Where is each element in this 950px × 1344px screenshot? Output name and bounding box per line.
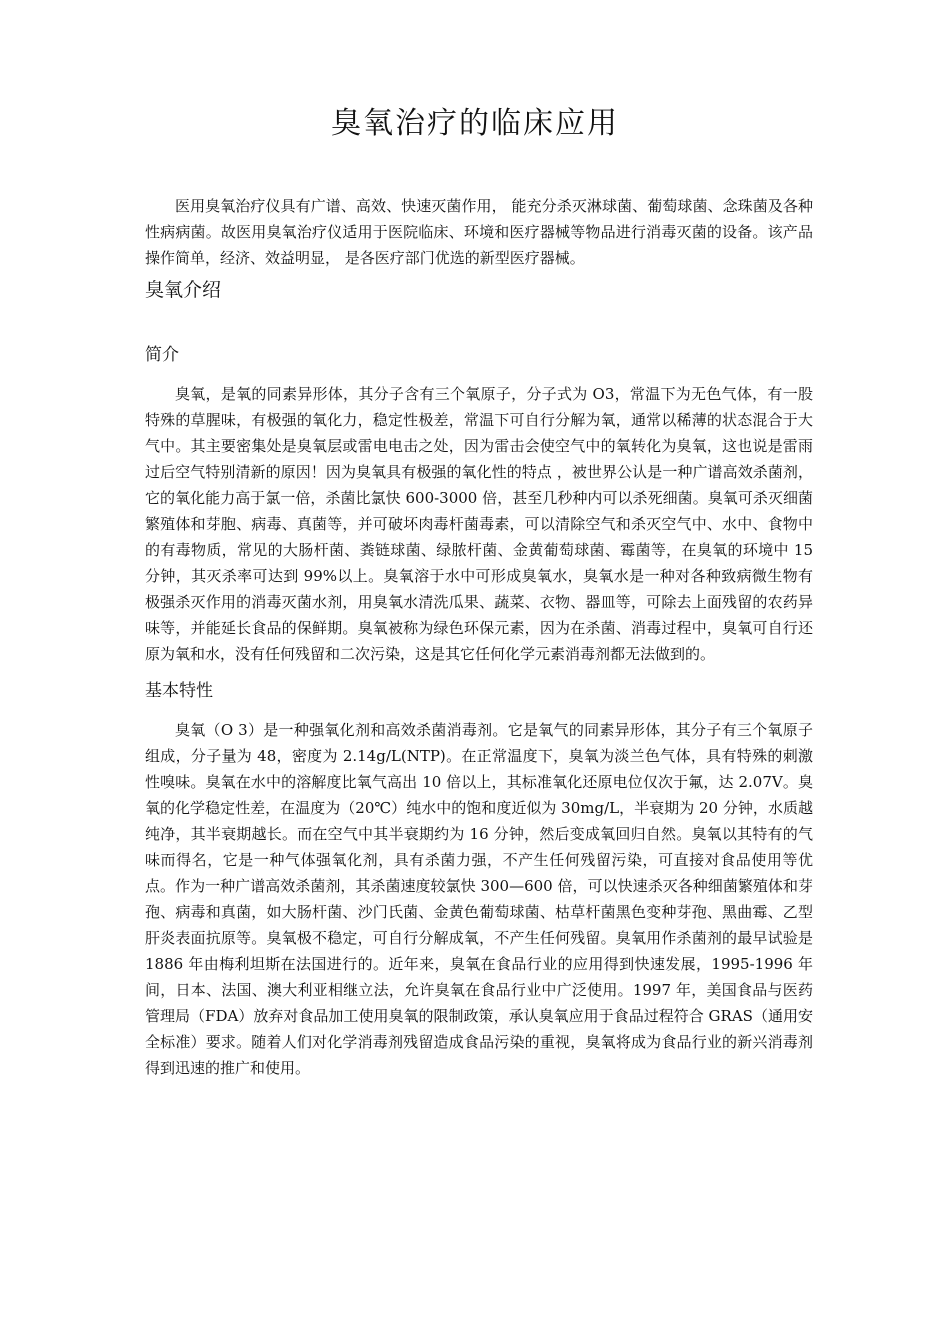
document-title: 臭氧治疗的临床应用 xyxy=(331,106,619,141)
section-heading: 臭氧介绍 xyxy=(145,279,222,301)
subsection-body-properties: 臭氧（O 3）是一种强氧化剂和高效杀菌消毒剂。它是氧气的同素异形体，其分子有三个氧原子组成，分子量为 48，密度为 2.14g/L(NTP)。在正常温度下，臭氧为淡兰色气体，具有特殊的刺激性嗅味。臭氧在水中的溶解度比氧气高出 10 倍以上，其标准氧化还原电位仅次于氟，达 2.07V。臭氧的化学稳定性差，在温度为（20℃）纯水中的饱和度近似为 30mg/L，半衰期为 20 分钟，水质越纯净，其半衰期越长。而在空气中其半衰期约为 16 分钟，然后变成氧回归自然。臭氧以其特有的气味而得名，它是一种气体强氧化剂，具有杀菌力强，不产生任何残留污染，可直接对食品使用等优点。作为一种广谱高效杀菌剂，其杀菌速度较氯快 300—600 倍，可以快速杀灭各种细菌繁殖体和芽孢、病毒和真菌，如大肠杆菌、沙门氏菌、金黄色葡萄球菌、枯草杆菌黑色变种芽孢、黑曲霉、乙型肝炎表面抗原等。臭氧极不稳定，可自行分解成氧，不产生任何残留。臭氧用作杀菌剂的最早试验是 1886 年由梅利坦斯在法国进行的。近年来，臭氧在食品行业的应用得到快速发展，1995-1996 年间，日本、法国、澳大利亚相继立法，允许臭氧在食品行业中广泛使用。1997 年，美国食品与医药管理局（FDA）放弃对食品加工使用臭氧的限制政策，承认臭氧应用于食品过程符合 GRAS（通用安全标准）要求。随着人们对化学消毒剂残留造成食品污染的重视，臭氧将成为食品行业的新兴消毒剂得到迅速的推广和使用。 xyxy=(145,721,813,1077)
subsection-heading-properties: 基本特性 xyxy=(145,681,213,701)
subsection-heading-intro: 简介 xyxy=(145,345,179,365)
intro-paragraph: 医用臭氧治疗仪具有广谱、高效、快速灭菌作用， 能充分杀灭淋球菌、葡萄球菌、念珠菌及各种性病病菌。故医用臭氧治疗仪适用于医院临床、环境和医疗器械等物品进行消毒灭菌的设备。该产品操作简单，经济、效益明显， 是各医疗部门优选的新型医疗器械。 xyxy=(145,197,813,267)
document-body xyxy=(145,193,813,1081)
subsection-body-intro: 臭氧，是氧的同素异形体，其分子含有三个氧原子，分子式为 O3，常温下为无色气体，有一股特殊的草腥味，有极强的氧化力，稳定性极差，常温下可自行分解为氧，通常以稀薄的状态混合于大气中。其主要密集处是臭氧层或雷电电击之处，因为雷击会使空气中的氧转化为臭氧，这也说是雷雨过后空气特别清新的原因！因为臭氧具有极强的氧化性的特点 ，被世界公认是一种广谱高效杀菌剂，它的氧化能力高于氯一倍，杀菌比氯快 600-3000 倍，甚至几秒种内可以杀死细菌。臭氧可杀灭细菌繁殖体和芽胞、病毒、真菌等，并可破坏肉毒杆菌毒素，可以清除空气和杀灭空气中、水中、食物中的有毒物质，常见的大肠杆菌、粪链球菌、绿脓杆菌、金黄葡萄球菌、霉菌等，在臭氧的环境中 15 分钟，其灭杀率可达到 99%以上。臭氧溶于水中可形成臭氧水，臭氧水是一种对各种致病微生物有极强杀灭作用的消毒灭菌水剂，用臭氧水清洗瓜果、蔬菜、衣物、器皿等，可除去上面残留的农药异味等，并能延长食品的保鲜期。臭氧被称为绿色环保元素，因为在杀菌、消毒过程中，臭氧可自行还原为氧和水，没有任何残留和二次污染，这是其它任何化学元素消毒剂都无法做到的。 xyxy=(145,385,813,663)
